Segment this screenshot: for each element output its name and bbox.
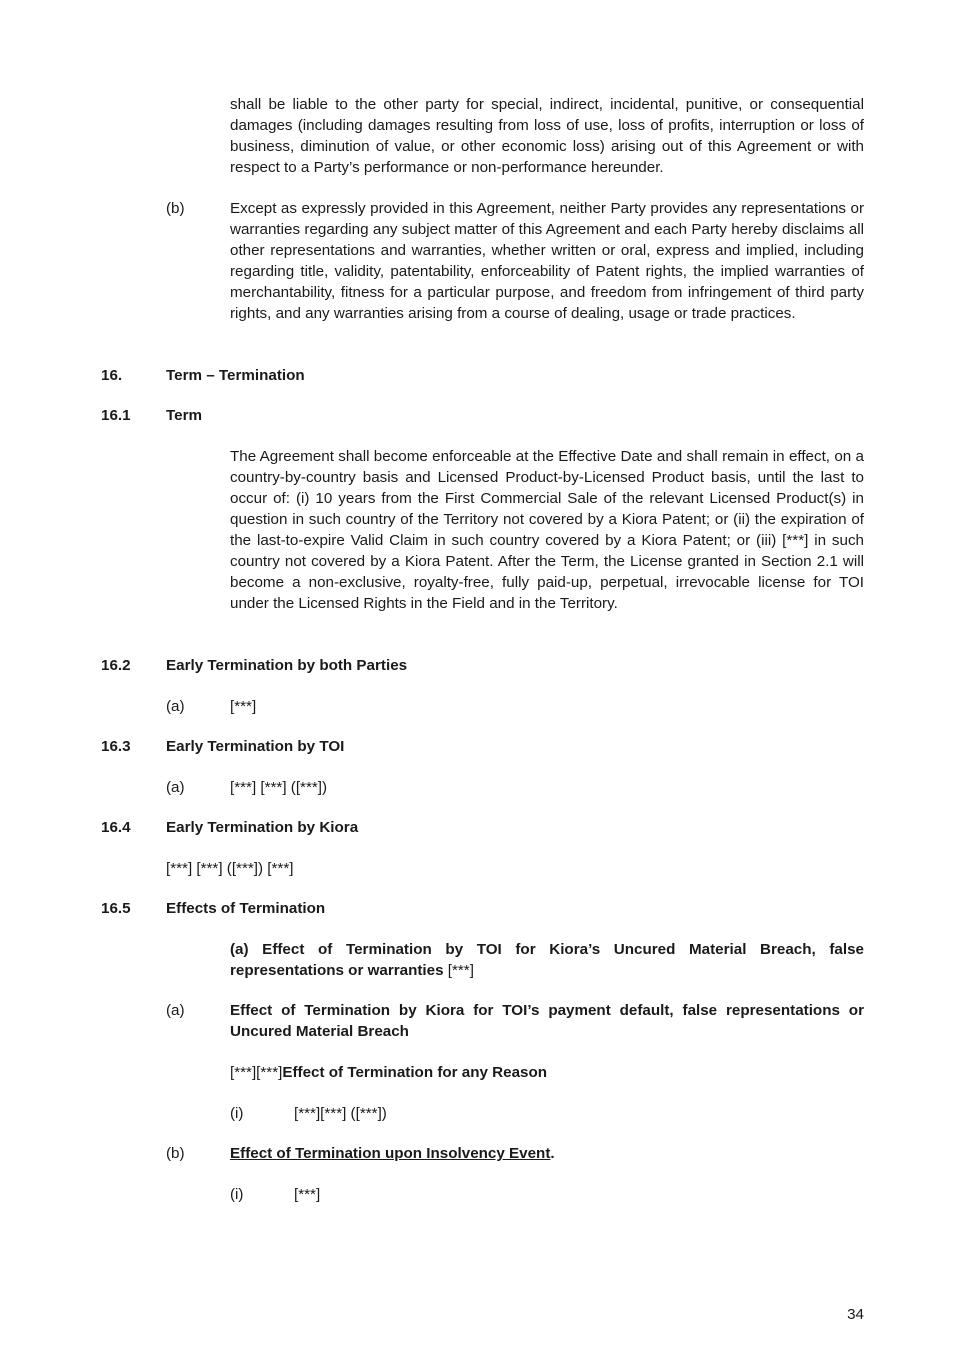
page-number: 34 [847,1306,864,1323]
list-text-any-reason-i: [***][***] ([***]) [294,1105,387,1122]
paragraph-16-4: [***] [***] ([***]) [***] [166,860,294,877]
section-title-16-3: Early Termination by TOI [166,738,345,755]
paragraph-disclaimer: Except as expressly provided in this Agreement, neither Party provides any representations or warranties regarding any subject matter of this Agreement and each Party hereby disclaims all other representations and warranties, whether written or oral, express and implied, including regarding title, validity, patentability, enforceability of Patent rights, the implied warranties of merchantability, fitness for a particular purpose, and freedom from infringement of third party rights, and any warranties arising from a course of dealing, usage or trade practices. [230,200,864,322]
paragraph-continuation: shall be liable to the other party for special, indirect, incidental, punitive, or consequential damages (including damages resulting from loss of use, loss of profits, interruption or loss of business, diminution of value, or other economic loss) arising out of this Agreement or with respect to a Party’s performance or non-performance hereunder. [230,96,864,176]
list-label-insolvency-i: (i) [230,1186,244,1203]
section-title-16-2: Early Termination by both Parties [166,657,408,674]
subheading-insolvency-title: Effect of Termination upon Insolvency Event [230,1145,551,1162]
section-number-16-3: 16.3 [101,738,131,755]
subheading-any-reason-title: Effect of Termination for any Reason [282,1064,548,1081]
subheading-any-reason-redaction: [***][***] [230,1064,283,1081]
section-number-16-4: 16.4 [101,819,131,836]
subheading-termination-by-toi-title: (a) Effect of Termination by TOI for Kiora’s Uncured Material Breach, false representations or warranties [230,941,864,979]
section-number-16-5: 16.5 [101,900,131,917]
list-label-16-5-b: (b) [166,1145,185,1162]
list-label-16-5-a: (a) [166,1002,185,1019]
subheading-termination-by-toi-redaction: [***] [443,962,474,979]
list-label-any-reason-i: (i) [230,1105,244,1122]
subheading-any-reason [230,1062,547,1083]
subheading-insolvency [230,1143,555,1164]
list-text-insolvency-i: [***] [294,1186,321,1203]
subheading-termination-by-toi [230,939,864,981]
list-label-16-2-a: (a) [166,698,185,715]
paragraph-term: The Agreement shall become enforceable at the Effective Date and shall remain in effect, on a country-by-country basis and Licensed Product-by-Licensed Product basis, until the last to occur of: (i) 10 years from the First Commercial Sale of the relevant Licensed Product(s) in question in such country of the Territory not covered by a Kiora Patent; or (ii) the expiration of the last-to-expire Valid Claim in such country covered by a Kiora Patent; or (iii) [***] in such country not covered by a Kiora Patent. After the Term, the License granted in Section 2.1 will become a non-exclusive, royalty-free, fully paid-up, perpetual, irrevocable license for TOI under the Licensed Rights in the Field and in the Territory. [230,448,864,612]
list-text-16-2-a: [***] [230,698,257,715]
section-title-16-5: Effects of Termination [166,900,326,917]
list-text-16-3-a: [***] [***] ([***]) [230,779,328,796]
list-label-b: (b) [166,200,185,217]
subheading-insolvency-period: . [550,1145,555,1162]
section-title-16: Term – Termination [166,367,305,384]
list-label-16-3-a: (a) [166,779,185,796]
section-title-16-1: Term [166,407,203,424]
section-title-16-4: Early Termination by Kiora [166,819,359,836]
subheading-termination-by-kiora: Effect of Termination by Kiora for TOI’s payment default, false representations or Uncured Material Breach [230,1002,864,1040]
section-number-16-1: 16.1 [101,407,131,424]
section-number-16-2: 16.2 [101,657,131,674]
section-number-16: 16. [101,367,123,384]
